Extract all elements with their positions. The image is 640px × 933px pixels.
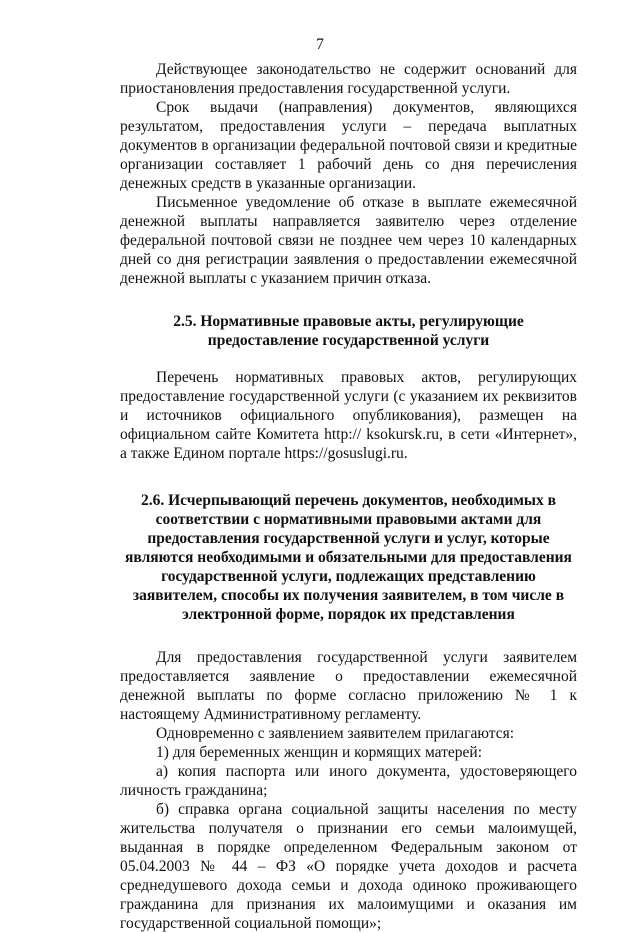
spacer — [120, 350, 577, 368]
section-heading-2-6: 2.6. Исчерпывающий перечень документов, необходимых в соответствии с нормативными правовыми актами для предоставления государственной услуги и услуг, которые являются необходимыми и обязательными для предоставления государственной услуги, подлежащих представлению заявителем, способы их получения заявителем, в том числе в электронной форме, порядок их представления — [125, 492, 572, 623]
spacer — [120, 463, 577, 491]
section-heading-2-5: 2.5. Нормативные правовые акты, регулирующие предоставление государственной услуги — [173, 313, 524, 349]
paragraph-issuance-term: Срок выдачи (направления) документов, являющихся результатом, предоставления услуги – передача выплатных документов в организации федеральной почтовой связи и кредитные организации составляет 1 рабочий день со дня перечисления денежных средств в указанные организации. — [120, 99, 577, 192]
list-item-pregnant-women: 1) для беременных женщин и кормящих матерей: — [156, 744, 483, 761]
page-number: 7 — [316, 36, 324, 53]
paragraph-no-grounds-suspension: Действующее законодательство не содержит оснований для приостановления предоставления государственной услуги. — [120, 61, 577, 97]
paragraph-application-form: Для предоставления государственной услуги заявителем предоставляется заявление о предоставлении ежемесячной денежной выплаты по форме согласно приложению № 1 к настоящему Административному регламенту. — [120, 649, 577, 723]
spacer — [120, 288, 577, 312]
document-body — [120, 60, 577, 933]
list-item-low-income-certificate: б) справка органа социальной защиты населения по месту жительства получателя о признании его семьи малоимущей, выданная в порядке определенном Федеральным законом от 05.04.2003 № 44 – ФЗ «О порядке учета доходов и расчета среднедушевого дохода семьи и дохода одиноко проживающего гражданина для признания их малоимущими и оказания им государственной социальной помощи»; — [120, 801, 577, 932]
paragraph-attachments-intro: Одновременно с заявлением заявителем прилагаются: — [156, 725, 515, 742]
list-item-passport-copy: а) копия паспорта или иного документа, удостоверяющего личность гражданина; — [120, 763, 577, 799]
paragraph-legal-acts-list: Перечень нормативных правовых актов, регулирующих предоставление государственной услуги (с указанием их реквизитов и источников официального опубликования), размещен на официальном сайте Комитета http:// ksokursk.ru, в сети «Интернет», а также Едином портале https://gosuslugi.ru. — [120, 369, 577, 462]
spacer — [120, 624, 577, 648]
paragraph-refusal-notice: Письменное уведомление об отказе в выплате ежемесячной денежной выплаты направляется заявителю через отделение федеральной почтовой связи не позднее чем через 10 календарных дней со дня регистрации заявления о предоставлении ежемесячной денежной выплаты с указанием причин отказа. — [120, 194, 577, 287]
